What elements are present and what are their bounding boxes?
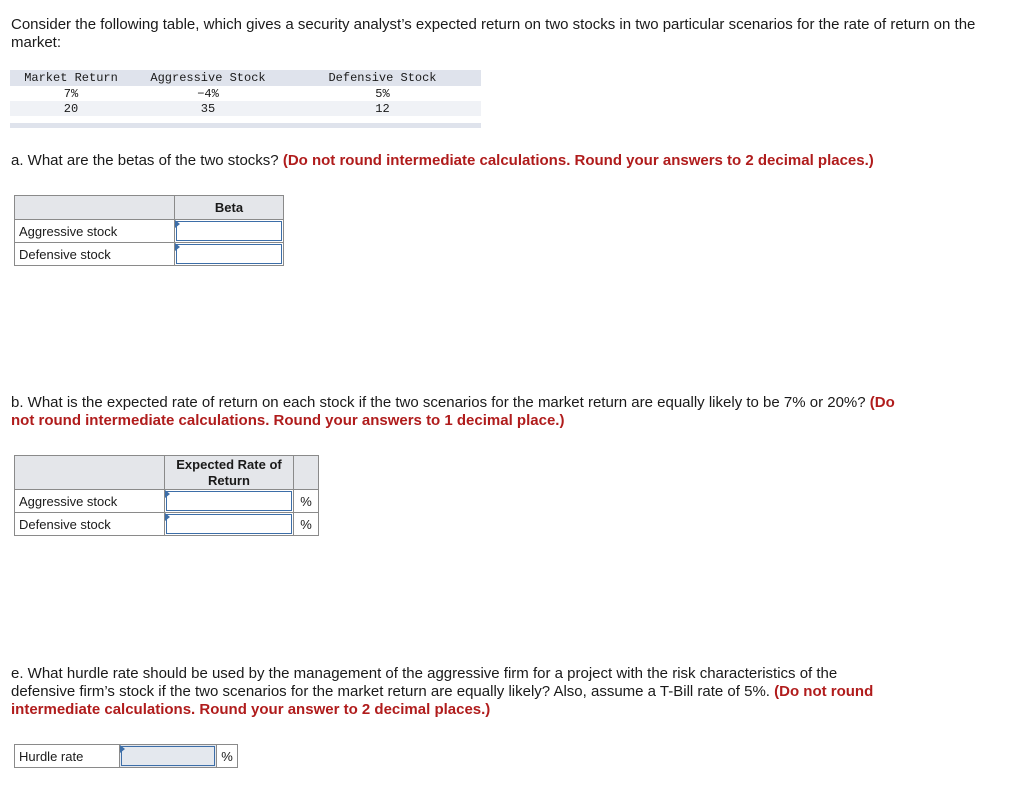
beta-defensive-input[interactable] [176, 244, 282, 264]
header-market-return: Market Return [10, 70, 132, 86]
input-flag-icon [120, 745, 125, 753]
hurdle-rate-cell [120, 745, 217, 768]
percent-unit: % [217, 745, 238, 768]
cell: −4% [197, 86, 219, 101]
intro-text: Consider the following table, which gives a security analyst’s expected return on two stocks in two particular scenarios for the rate of return on the market: [11, 16, 976, 51]
return-aggressive-cell [165, 490, 294, 513]
table-row [10, 101, 481, 116]
part-b-instruction-1: (Do [869, 394, 895, 411]
market-scenario-table [10, 70, 481, 116]
part-b-question-text: b. What is the expected rate of return on each stock if the two scenarios for the market return are equally likely to be 7% or 20%? [11, 394, 866, 411]
part-e-question [11, 665, 1011, 719]
beta-aggressive-field[interactable] [177, 222, 281, 240]
part-a-instruction: (Do not round intermediate calculations. Round your answers to 2 decimal places.) [282, 152, 874, 169]
beta-answer-table [14, 195, 284, 266]
beta-aggressive-cell [175, 220, 284, 243]
header-aggressive-stock: Aggressive Stock [132, 70, 284, 86]
blank-header [294, 456, 319, 490]
input-flag-icon [165, 490, 170, 498]
part-b-instruction-2: not round intermediate calculations. Round your answers to 1 decimal place.) [11, 412, 565, 429]
table-header-row [10, 70, 481, 86]
part-e-question-line-2: defensive firm’s stock if the two scenarios for the market return are equally likely? Also, assume a T-Bill rate of 5%. [11, 683, 770, 700]
row-label-aggressive: Aggressive stock [15, 490, 165, 513]
hurdle-rate-field[interactable] [122, 747, 214, 765]
header-defensive-stock: Defensive Stock [284, 70, 481, 86]
row-label-hurdle-rate: Hurdle rate [15, 745, 120, 768]
return-defensive-input[interactable] [166, 514, 292, 534]
beta-aggressive-input[interactable] [176, 221, 282, 241]
header-beta: Beta [175, 196, 284, 220]
percent-unit: % [294, 490, 319, 513]
part-e-instruction-1: (Do not round [774, 683, 874, 700]
return-defensive-field[interactable] [167, 515, 291, 533]
part-a-question [11, 152, 1011, 170]
part-b-question [11, 394, 1011, 430]
row-label-aggressive: Aggressive stock [15, 220, 175, 243]
part-e-question-line-1: e. What hurdle rate should be used by the management of the aggressive firm for a project with the risk characteristics of the [11, 665, 838, 682]
cell: 5% [375, 86, 390, 101]
blank-header [15, 456, 165, 490]
table-footer-bar [10, 123, 481, 128]
percent-unit: % [294, 513, 319, 536]
expected-return-answer-table [14, 455, 319, 536]
return-aggressive-field[interactable] [167, 492, 291, 510]
blank-header [15, 196, 175, 220]
row-label-defensive: Defensive stock [15, 513, 165, 536]
cell: 7% [63, 86, 79, 101]
hurdle-rate-input[interactable] [121, 746, 215, 766]
input-flag-icon [175, 220, 180, 228]
cell: 20 [10, 101, 132, 116]
part-a-question-text: a. What are the betas of the two stocks? [11, 152, 279, 169]
input-flag-icon [165, 513, 170, 521]
input-flag-icon [175, 243, 180, 251]
return-aggressive-input[interactable] [166, 491, 292, 511]
beta-defensive-cell [175, 243, 284, 266]
header-expected-rate: Expected Rate of Return [165, 456, 294, 490]
hurdle-rate-answer-table [14, 744, 238, 768]
part-e-instruction-2: intermediate calculations. Round your answer to 2 decimal places.) [11, 701, 491, 718]
return-defensive-cell [165, 513, 294, 536]
cell: 35 [132, 101, 284, 116]
beta-defensive-field[interactable] [177, 245, 281, 263]
table-row [10, 86, 481, 101]
row-label-defensive: Defensive stock [15, 243, 175, 266]
cell: 12 [284, 101, 481, 116]
